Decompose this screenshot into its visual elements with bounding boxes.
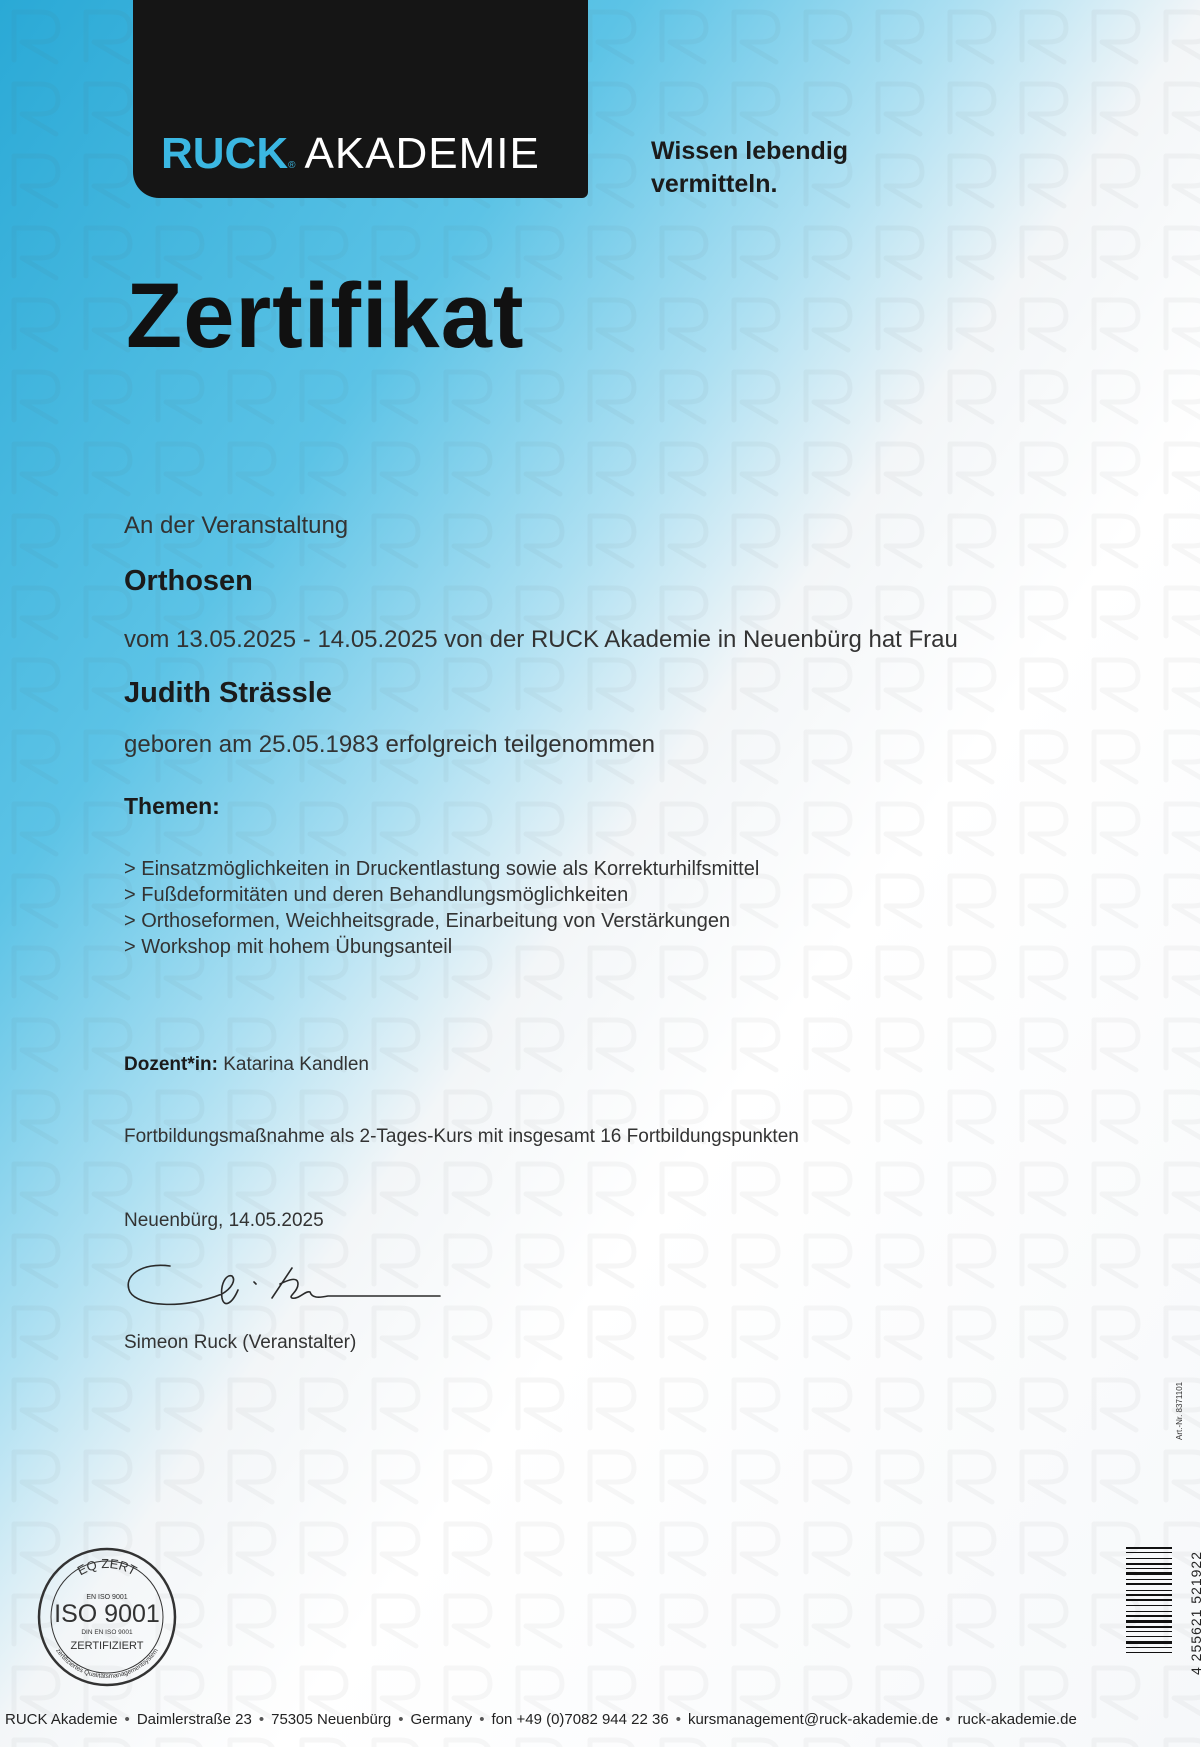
topic-item: > Workshop mit hohem Übungsanteil (124, 936, 453, 958)
lecturer-label: Dozent*in: (124, 1054, 218, 1075)
barcode-bar (1126, 1590, 1172, 1591)
footer-country: Germany (410, 1711, 473, 1728)
logo-wordmark (161, 129, 540, 178)
event-intro: An der Veranstaltung (124, 512, 349, 539)
barcode-bar (1126, 1605, 1172, 1606)
topic-item: > Einsatzmöglichkeiten in Druckentlastung sowie als Korrekturhilfsmittel (124, 858, 760, 880)
barcode-bar (1126, 1652, 1172, 1653)
certificate-title: Zertifikat (126, 265, 525, 367)
logo-brand: RUCK (161, 129, 289, 178)
iso-9001-seal (36, 1546, 178, 1688)
handwritten-signature (122, 1254, 462, 1320)
ruck-akademie-logo (133, 0, 588, 198)
footer-separator: • (398, 1711, 404, 1728)
barcode-bar (1126, 1636, 1172, 1637)
barcode-bar (1126, 1631, 1172, 1632)
footer-city: 75305 Neuenbürg (271, 1711, 392, 1728)
barcode (1126, 1545, 1172, 1675)
lecturer-name: Katarina Kandlen (223, 1054, 369, 1075)
barcode-bar (1126, 1599, 1172, 1601)
birth-date-line: geboren am 25.05.1983 erfolgreich teilgenommen (124, 731, 656, 758)
barcode-bar (1126, 1594, 1172, 1596)
tagline (651, 135, 911, 201)
footer-company: RUCK Akademie (5, 1711, 118, 1728)
footer-street: Daimlerstraße 23 (136, 1711, 252, 1728)
footer-website: ruck-akademie.de (957, 1711, 1077, 1728)
lecturer-line (124, 1054, 369, 1077)
topic-item: > Orthoseformen, Weichheitsgrade, Einarbeitung von Verstärkungen (124, 910, 731, 932)
event-dates-line: vom 13.05.2025 - 14.05.2025 von der RUCK Akademie in Neuenbürg hat Frau (124, 626, 958, 653)
training-info: Fortbildungsmaßnahme als 2-Tages-Kurs mit insgesamt 16 Fortbildungspunkten (124, 1126, 799, 1147)
footer-separator: • (479, 1711, 485, 1728)
tagline-line-1: Wissen lebendig (651, 137, 849, 165)
participant-name: Judith Strässle (124, 677, 332, 709)
barcode-bar (1126, 1547, 1172, 1549)
signer-name: Simeon Ruck (Veranstalter) (124, 1332, 357, 1353)
course-name: Orthosen (124, 565, 253, 597)
svg-text:zertifiziertes Qualitätsmanage: zertifiziertes Qualitätsmanagementsystem (54, 1647, 160, 1680)
footer-separator: • (124, 1711, 130, 1728)
topic-item: > Fußdeformitäten und deren Behandlungsmöglichkeiten (124, 884, 629, 906)
footer-contact (5, 1711, 1195, 1728)
article-number: Art.-Nr. 8371101 (1175, 1381, 1184, 1440)
barcode-bar (1126, 1552, 1172, 1553)
place-and-date: Neuenbürg, 14.05.2025 (124, 1210, 324, 1231)
barcode-bar (1126, 1558, 1172, 1559)
barcode-bar (1126, 1579, 1172, 1580)
barcode-bar (1126, 1568, 1172, 1569)
barcode-bar (1126, 1620, 1172, 1623)
barcode-bar (1126, 1611, 1172, 1612)
barcode-bar (1126, 1583, 1172, 1585)
barcode-bar (1126, 1615, 1172, 1617)
barcode-bar (1126, 1641, 1172, 1644)
footer-separator: • (945, 1711, 951, 1728)
topics-heading: Themen: (124, 793, 220, 819)
footer-separator: • (675, 1711, 681, 1728)
footer-separator: • (258, 1711, 265, 1728)
topics-list (124, 856, 759, 960)
logo-name: AKADEMIE (304, 129, 540, 178)
svg-text:DIN EN ISO 9001: DIN EN ISO 9001 (81, 1629, 133, 1636)
barcode-bar (1126, 1647, 1172, 1648)
barcode-bar (1126, 1563, 1172, 1565)
footer-email: kursmanagement@ruck-akademie.de (687, 1711, 939, 1728)
svg-text:EN ISO 9001: EN ISO 9001 (86, 1594, 128, 1601)
footer-phone: fon +49 (0)7082 944 22 36 (491, 1711, 669, 1728)
barcode-bar (1126, 1626, 1172, 1628)
svg-text:ISO 9001: ISO 9001 (54, 1600, 160, 1628)
svg-text:EQ ZERT: EQ ZERT (74, 1555, 140, 1579)
barcode-number: 4 255621 521922 (1188, 1551, 1204, 1675)
svg-text:ZERTIFIZIERT: ZERTIFIZIERT (70, 1640, 144, 1652)
registered-mark-icon: ® (288, 160, 297, 171)
tagline-line-2: vermitteln. (651, 170, 778, 198)
barcode-bar (1126, 1572, 1172, 1575)
